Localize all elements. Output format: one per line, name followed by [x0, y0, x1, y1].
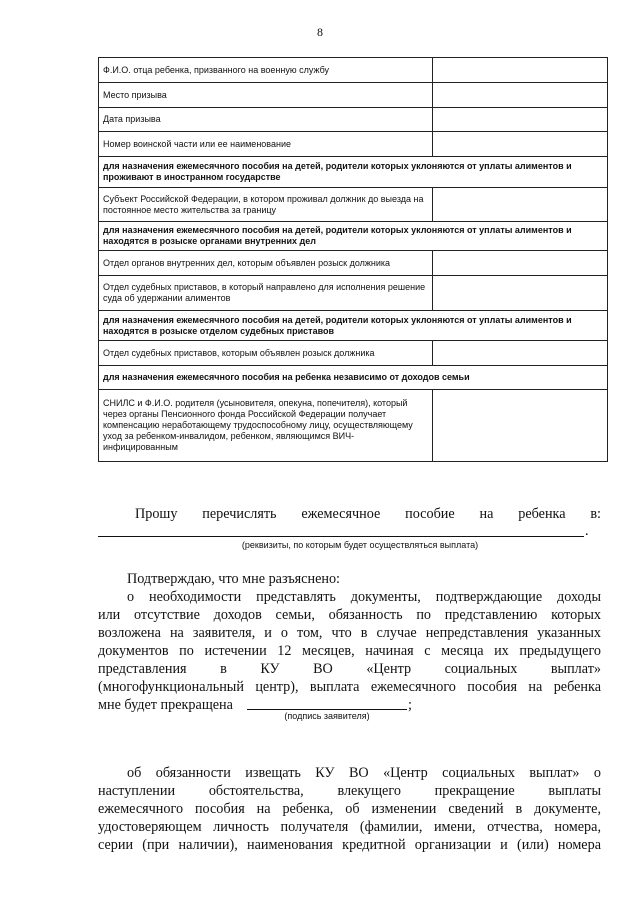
section-header-row: [99, 366, 608, 390]
section-header-row: [99, 157, 608, 188]
form-row: [99, 58, 608, 83]
signature-field[interactable]: [247, 709, 407, 710]
para1-last-line: мне будет прекращена: [98, 697, 233, 713]
page-number: 8: [317, 25, 323, 39]
field-label: СНИЛС и Ф.И.О. родителя (усыновителя, опекуна, попечителя), который через органы Пенсионного фонда Российской Федерации получает компенсацию неработающему трудоспособному лицу, осуществляющему уход за ребенком-инвалидом, ребенком, являющимся ВИЧ-инфицированным: [99, 390, 433, 462]
paragraph1-line: (многофункциональный центр), выплата ежемесячного пособия на ребенка: [98, 679, 601, 695]
field-value-cell[interactable]: [433, 132, 608, 157]
paragraph2-line: серии (при наличии), наименования кредитной организации и (или) номера: [98, 837, 601, 853]
field-value-cell[interactable]: [433, 58, 608, 83]
field-value-cell[interactable]: [433, 276, 608, 311]
form-row: [99, 276, 608, 311]
section-header-label: для назначения ежемесячного пособия на ребенка независимо от доходов семьи: [99, 366, 608, 390]
form-row: [99, 132, 608, 157]
paragraph2-line: наступлении обстоятельства, влекущего прекращение выплаты: [98, 783, 601, 799]
form-row: [99, 188, 608, 222]
section-header-label: для назначения ежемесячного пособия на детей, родители которых уклоняются от уплаты алиментов и проживают в иностранном государстве: [99, 157, 608, 188]
paragraph2-line: удостоверяющем личность получателя (фамилии, имени, отчества, номера,: [98, 819, 601, 835]
form-row: [99, 108, 608, 132]
paragraph2-line: об обязанности извещать КУ ВО «Центр социальных выплат» о: [127, 765, 601, 781]
field-value-cell[interactable]: [433, 188, 608, 222]
paragraph1-line: документов по истечении 12 месяцев, начиная с месяца их предыдущего: [98, 643, 601, 659]
field-value-cell[interactable]: [433, 251, 608, 276]
form-row: [99, 83, 608, 108]
paragraph1-line: или отсутствие доходов семьи, обязанность по представлению которых: [98, 607, 601, 623]
form-row: [99, 341, 608, 366]
section-header-label: для назначения ежемесячного пособия на детей, родители которых уклоняются от уплаты алиментов и находятся в розыске органами внутренних дел: [99, 222, 608, 251]
field-label: Отдел судебных приставов, которым объявлен розыск должника: [99, 341, 433, 366]
field-value-cell[interactable]: [433, 390, 608, 462]
requisites-field[interactable]: [98, 536, 584, 537]
transfer-end-punct: .: [585, 523, 589, 539]
field-label: Ф.И.О. отца ребенка, призванного на военную службу: [99, 58, 433, 83]
form-row: [99, 251, 608, 276]
field-label: Отдел органов внутренних дел, которым объявлен розыск должника: [99, 251, 433, 276]
field-label: Дата призыва: [99, 108, 433, 132]
field-label: Номер воинской части или ее наименование: [99, 132, 433, 157]
form-row: [99, 390, 608, 462]
paragraph1-line: представления в КУ ВО «Центр социальных выплат»: [98, 661, 601, 677]
paragraph1-line: о необходимости представлять документы, подтверждающие доходы: [127, 589, 601, 605]
para1-end-punct: ;: [408, 697, 412, 713]
paragraph1-line: возложена на заявителя, и о том, что в случае непредставления указанных: [98, 625, 601, 641]
confirm-title: Подтверждаю, что мне разъяснено:: [127, 571, 340, 587]
field-value-cell[interactable]: [433, 341, 608, 366]
transfer-request-text: Прошу перечислять ежемесячное пособие на ребенка в:: [135, 506, 601, 522]
field-label: Отдел судебных приставов, в который направлено для исполнения решение суда об удержании алиментов: [99, 276, 433, 311]
field-label: Субъект Российской Федерации, в котором проживал должник до выезда на постоянное место жительства за границу: [99, 188, 433, 222]
section-header-row: [99, 222, 608, 251]
field-label: Место призыва: [99, 83, 433, 108]
section-header-label: для назначения ежемесячного пособия на детей, родители которых уклоняются от уплаты алиментов и находятся в розыске отделом судебных приставов: [99, 311, 608, 341]
field-value-cell[interactable]: [433, 83, 608, 108]
requisites-caption: (реквизиты, по которым будет осуществляться выплата): [241, 540, 479, 550]
signature-caption: (подпись заявителя): [284, 711, 370, 721]
field-value-cell[interactable]: [433, 108, 608, 132]
paragraph2-line: ежемесячного пособия на ребенка, об изменении сведений в документе,: [98, 801, 601, 817]
section-header-row: [99, 311, 608, 341]
application-form-table: [98, 57, 608, 462]
